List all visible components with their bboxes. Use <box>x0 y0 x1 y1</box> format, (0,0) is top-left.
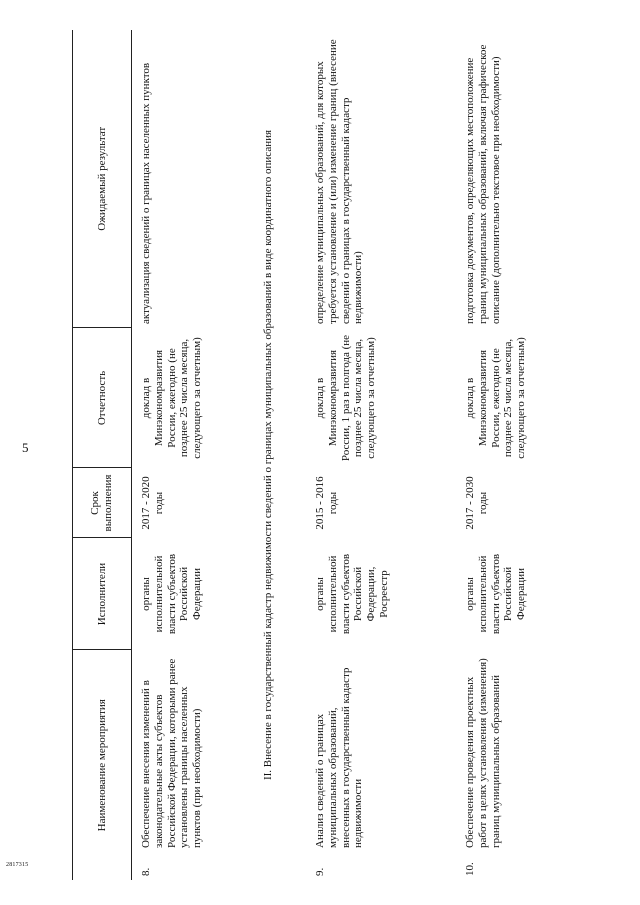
header-result: Ожидаемый результат <box>73 30 132 328</box>
section-heading-row <box>252 30 306 880</box>
measure-name: Анализ сведений о границах муниципальных образований, внесенных в государственный кадастр недвижимости <box>314 667 365 848</box>
header-executors: Исполнители <box>73 538 132 650</box>
page-number: 5 <box>22 440 29 455</box>
cell-result: подготовка документов, определяющих местоположение границ муниципальных образований, включая графическое описание (дополнительно текстовое при необходимости) <box>464 44 502 324</box>
measures-table <box>72 30 584 880</box>
cell-name <box>306 650 456 880</box>
table-row <box>306 30 456 880</box>
cell-name <box>132 650 253 880</box>
cell-name <box>456 650 584 880</box>
header-term: Срок выполнения <box>73 468 132 538</box>
measure-name: Обеспечение проведения проектных работ в целях установления (изменения) границ муниципальных образований <box>464 658 502 848</box>
row-number: 9. <box>314 867 326 876</box>
cell-result: актуализация сведений о границах населенных пунктов <box>140 62 152 324</box>
cell-term: 2017 - 2030 годы <box>464 476 489 530</box>
table-row <box>456 30 584 880</box>
cell-executors: органы исполнительной власти субъектов Российской Федерации, Росреестр <box>314 553 390 635</box>
header-report: Отчетность <box>73 328 132 468</box>
cell-term: 2017 - 2020 годы <box>140 476 165 530</box>
row-number: 10. <box>464 862 476 876</box>
section-title: II. Внесение в государственный кадастр недвижимости сведений о границах муниципальных образований в виде координатного описания <box>262 129 274 781</box>
document-id: 2817315 <box>6 862 29 868</box>
cell-report: доклад в Минэкономразвития России, ежегодно (не позднее 25 числа месяца, следующего за отчетным) <box>140 337 203 459</box>
measure-name: Обеспечение внесения изменений в законодательные акты субъектов Российской Федерации, которыми ранее установлены границы населенных пунктов (при необходимости) <box>140 658 203 848</box>
header-name: Наименование мероприятия <box>73 650 132 880</box>
cell-term: 2015 - 2016 годы <box>314 476 339 530</box>
table-row <box>132 30 253 880</box>
cell-executors: органы исполнительной власти субъектов Российской Федерации <box>464 553 527 635</box>
table-header-row <box>73 30 132 880</box>
rotated-table-container <box>72 30 552 880</box>
row-number: 8. <box>140 867 152 876</box>
cell-executors: органы исполнительной власти субъектов Российской Федерации <box>140 553 203 635</box>
cell-result: определение муниципальных образований, для которых требуется установление и (или) изменение границ (внесение сведений о границах в государственный кадастр недвижимости) <box>314 39 365 324</box>
cell-report: доклад в Минэкономразвития России, ежегодно (не позднее 25 числа месяца, следующего за отчетным) <box>464 337 527 459</box>
cell-report: доклад в Минэкономразвития России, 1 раз в полгода (не позднее 25 числа месяца, следующего за отчетным) <box>314 334 377 462</box>
